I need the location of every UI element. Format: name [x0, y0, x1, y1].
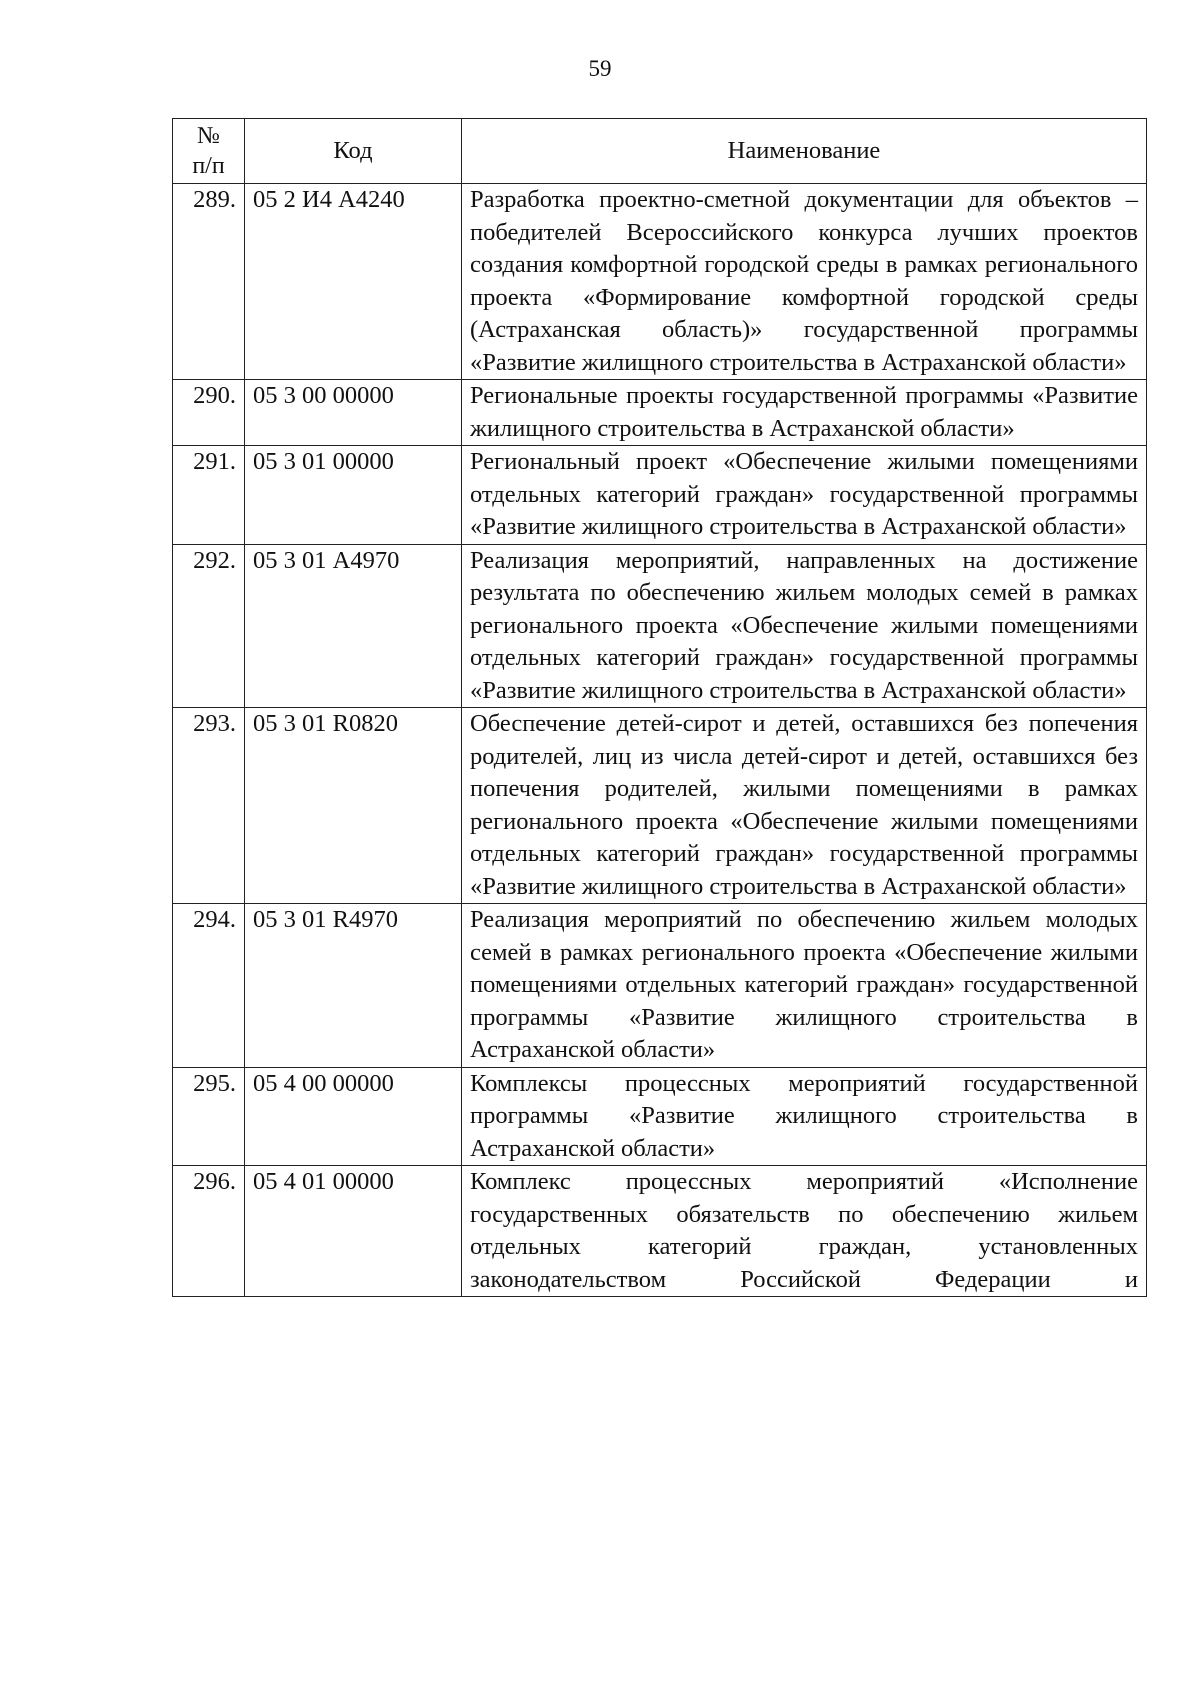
row-number: 289. — [173, 184, 245, 380]
row-code: 05 4 01 00000 — [245, 1166, 462, 1297]
row-number: 295. — [173, 1067, 245, 1166]
table-body — [173, 184, 1147, 1297]
row-code: 05 3 00 00000 — [245, 380, 462, 446]
header-number — [173, 119, 245, 184]
row-name: Разработка проектно-сметной документации для объектов – победителей Всероссийского конкурса лучших проектов создания комфортной городской среды в рамках регионального проекта «Формирование комфортной городской среды (Астраханская область)» государственной программы «Развитие жилищного строительства в Астраханской области» — [462, 184, 1147, 380]
header-number-label: № п/п — [192, 123, 225, 179]
table-row — [173, 380, 1147, 446]
row-number: 294. — [173, 904, 245, 1068]
table-row — [173, 446, 1147, 545]
table-row — [173, 1067, 1147, 1166]
row-code: 05 3 01 00000 — [245, 446, 462, 545]
budget-classification-table — [172, 118, 1147, 1297]
table-header — [173, 119, 1147, 184]
row-code: 05 2 И4 А4240 — [245, 184, 462, 380]
row-code: 05 3 01 А4970 — [245, 544, 462, 708]
row-number: 292. — [173, 544, 245, 708]
row-code: 05 4 00 00000 — [245, 1067, 462, 1166]
table-row — [173, 544, 1147, 708]
table-row — [173, 184, 1147, 380]
page-number: 59 — [588, 56, 612, 81]
row-name: Обеспечение детей-сирот и детей, оставшихся без попечения родителей, лиц из числа детей-сирот и детей, оставшихся без попечения родителей, жилыми помещениями в рамках регионального проекта «Обеспечение жилыми помещениями отдельных категорий граждан» государственной программы «Развитие жилищного строительства в Астраханской области» — [462, 708, 1147, 904]
table-row — [173, 708, 1147, 904]
header-code: Код — [245, 119, 462, 184]
row-name: Региональный проект «Обеспечение жилыми помещениями отдельных категорий граждан» государственной программы «Развитие жилищного строительства в Астраханской области» — [462, 446, 1147, 545]
row-number: 296. — [173, 1166, 245, 1297]
row-number: 291. — [173, 446, 245, 545]
row-name: Реализация мероприятий, направленных на достижение результата по обеспечению жильем молодых семей в рамках регионального проекта «Обеспечение жилыми помещениями отдельных категорий граждан» государственной программы «Развитие жилищного строительства в Астраханской области» — [462, 544, 1147, 708]
table-row — [173, 904, 1147, 1068]
table-row — [173, 1166, 1147, 1297]
row-number: 293. — [173, 708, 245, 904]
row-code: 05 3 01 R0820 — [245, 708, 462, 904]
row-name: Комплекс процессных мероприятий «Исполнение государственных обязательств по обеспечению жильем отдельных категорий граждан, установленных законодательством Российской Федерации и — [462, 1166, 1147, 1297]
header-name: Наименование — [462, 119, 1147, 184]
row-code: 05 3 01 R4970 — [245, 904, 462, 1068]
row-name: Реализация мероприятий по обеспечению жильем молодых семей в рамках регионального проекта «Обеспечение жилыми помещениями отдельных категорий граждан» государственной программы «Развитие жилищного строительства в Астраханской области» — [462, 904, 1147, 1068]
row-name: Региональные проекты государственной программы «Развитие жилищного строительства в Астраханской области» — [462, 380, 1147, 446]
row-name: Комплексы процессных мероприятий государственной программы «Развитие жилищного строительства в Астраханской области» — [462, 1067, 1147, 1166]
header-row — [173, 119, 1147, 184]
row-number: 290. — [173, 380, 245, 446]
